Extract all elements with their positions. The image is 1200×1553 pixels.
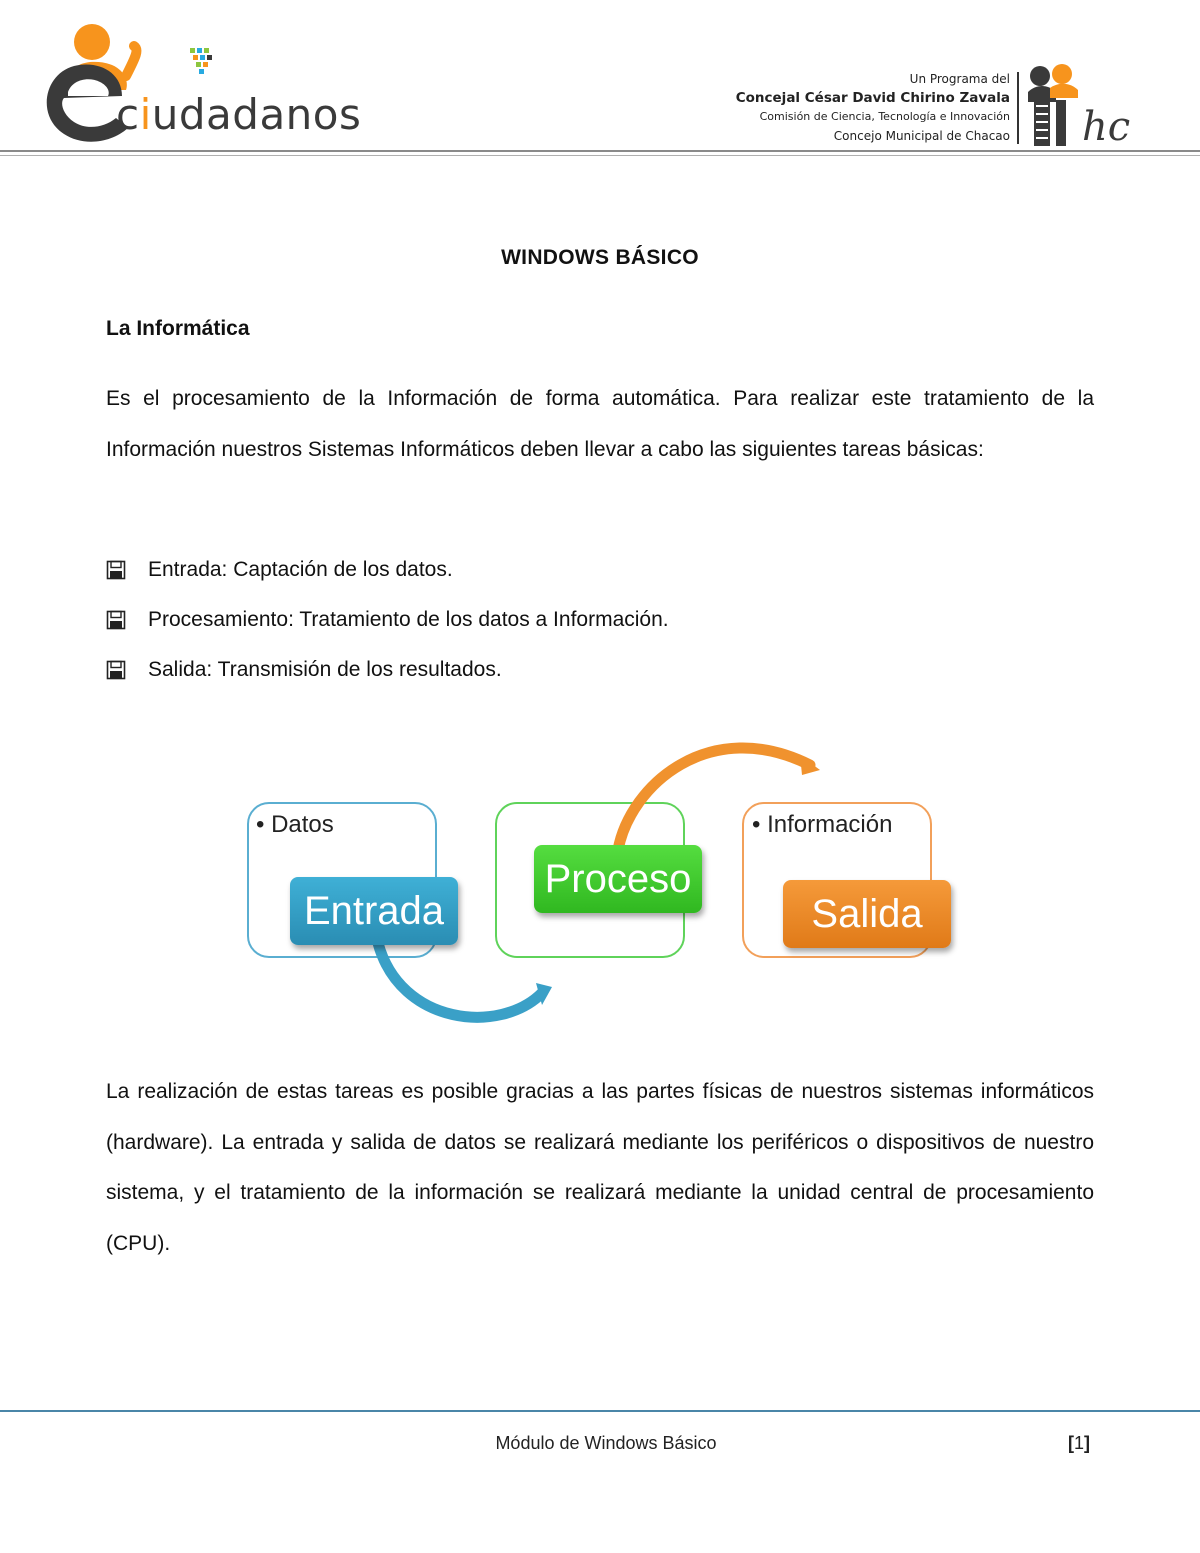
- header-divider: [1017, 72, 1019, 144]
- proceso-stage: [534, 845, 702, 913]
- eciudadanos-logo: [30, 20, 380, 155]
- intro-paragraph: Es el procesamiento de la Información de forma automática. Para realizar este tratamiento de la Información nuestros Sistemas Informáticos deben llevar a cabo las siguientes tareas básicas:: [106, 387, 1094, 461]
- task-list: [106, 545, 1096, 695]
- arrow-head-orange: [800, 755, 820, 775]
- hc-logo-graphic: [1022, 62, 1150, 150]
- footer-rule: [0, 1410, 1200, 1412]
- entrada-bullet: • Datos: [256, 811, 334, 838]
- logo-wordmark: ciudadanos: [116, 90, 362, 139]
- page-number: [1]: [1068, 1433, 1091, 1453]
- org-line-comision: Comisión de Ciencia, Tecnología e Innovación: [759, 110, 1010, 123]
- floppy-disk-icon: [106, 560, 126, 580]
- footer-title: Módulo de Windows Básico: [495, 1433, 717, 1453]
- org-line-programa: Un Programa del: [909, 72, 1010, 86]
- salida-label: Salida: [811, 891, 923, 936]
- list-item: [106, 545, 1096, 595]
- header-rule: [0, 150, 1200, 152]
- org-line-concejal: Concejal César David Chirino Zavala: [735, 90, 1010, 106]
- task-text: Procesamiento: Tratamiento de los datos a Información.: [148, 608, 669, 631]
- hc-logo-text: hc: [1082, 104, 1131, 150]
- header-rule-thin: [0, 155, 1200, 156]
- process-diagram: [230, 725, 970, 1035]
- entrada-stage: [290, 877, 458, 945]
- header-organization-block: [590, 70, 1010, 146]
- org-line-concejo: Concejo Municipal de Chacao: [833, 129, 1010, 143]
- page-header: [0, 0, 1200, 160]
- hc-logo: [1022, 62, 1150, 150]
- salida-stage: [783, 880, 951, 948]
- salida-bullet: • Información: [752, 811, 893, 838]
- task-text: Entrada: Captación de los datos.: [148, 558, 453, 581]
- arrow-proceso-salida: [618, 748, 810, 850]
- floppy-disk-icon: [106, 610, 126, 630]
- hardware-paragraph: La realización de estas tareas es posible gracias a las partes físicas de nuestros sistemas informáticos (hardware). La entrada y salida de datos se realizará mediante los periféricos o dispositivos de nuestro sistema, y el tratamiento de la información se realizará mediante la unidad central de procesamiento (CPU).: [106, 1080, 1094, 1255]
- list-item: [106, 595, 1096, 645]
- entrada-label: Entrada: [303, 888, 445, 933]
- task-text: Salida: Transmisión de los resultados.: [148, 658, 502, 681]
- list-item: [106, 645, 1096, 695]
- document-title: WINDOWS BÁSICO: [501, 246, 699, 269]
- section-heading: La Informática: [106, 317, 250, 340]
- proceso-label: Proceso: [544, 856, 692, 901]
- floppy-disk-icon: [106, 660, 126, 680]
- arrow-entrada-proceso: [378, 943, 542, 1017]
